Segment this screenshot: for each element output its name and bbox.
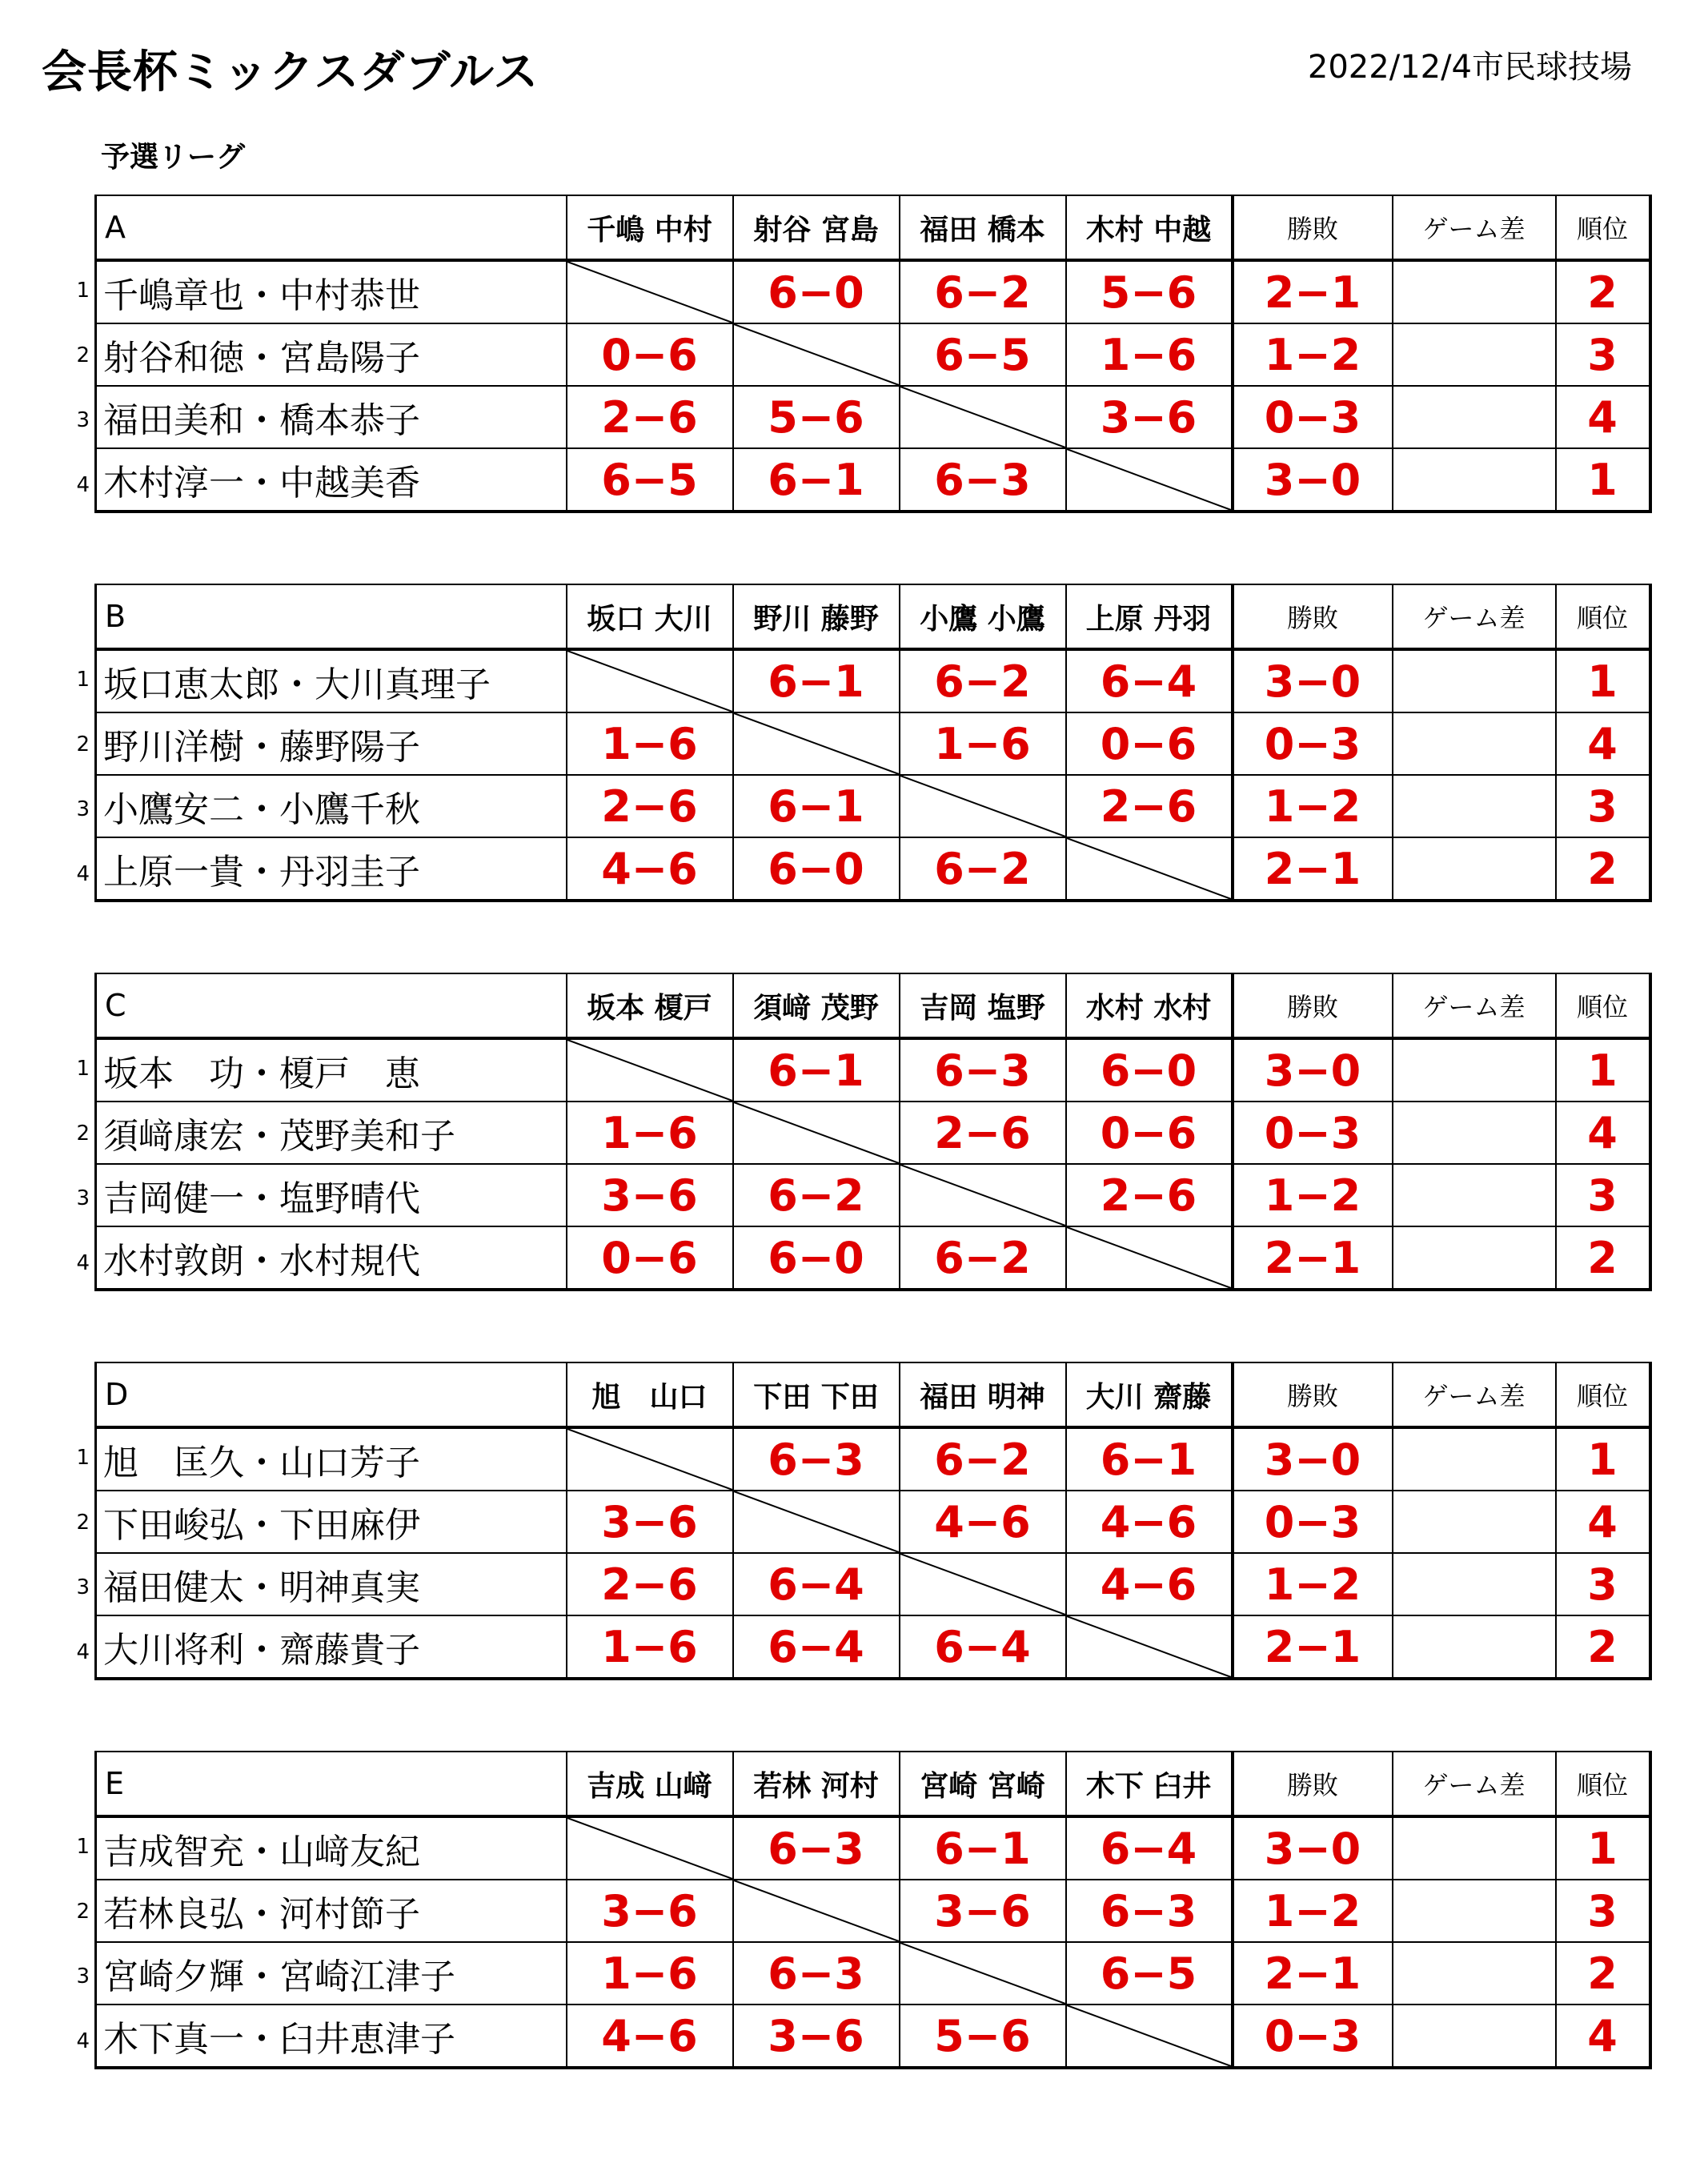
self-match-cell	[733, 1491, 900, 1553]
match-score: 4−6	[900, 1491, 1066, 1553]
game-diff-value	[1393, 1226, 1556, 1290]
rank-header: 順位	[1556, 584, 1650, 649]
pair-name: 木下真一・臼井恵津子	[96, 2004, 567, 2068]
game-diff-value	[1393, 1491, 1556, 1553]
table-row	[96, 386, 1650, 448]
winloss-header: 勝敗	[1233, 584, 1393, 649]
pair-name: 大川将利・齋藤貴子	[96, 1615, 567, 1679]
match-score: 2−6	[567, 386, 733, 448]
opponent-header: 坂口 大川	[567, 584, 733, 649]
winloss-value: 3−0	[1233, 1038, 1393, 1102]
diagonal-line	[1067, 1616, 1231, 1677]
match-score: 6−2	[900, 1427, 1066, 1491]
rank-value: 1	[1556, 1427, 1650, 1491]
game-diff-value	[1393, 1102, 1556, 1164]
match-score: 1−6	[900, 712, 1066, 775]
league-table	[94, 973, 1652, 1291]
diagonal-line	[1067, 2005, 1231, 2066]
diagonal-line	[900, 1165, 1065, 1226]
pair-name: 坂口恵太郎・大川真理子	[96, 649, 567, 712]
row-number: 4	[76, 1251, 90, 1275]
row-number: 3	[76, 1575, 90, 1599]
match-score: 6−2	[900, 1226, 1066, 1290]
match-score: 6−1	[900, 1816, 1066, 1880]
row-number: 3	[76, 408, 90, 432]
table-row	[96, 1553, 1650, 1615]
match-score: 6−1	[733, 649, 900, 712]
pair-name: 木村淳一・中越美香	[96, 448, 567, 512]
table-row	[96, 1102, 1650, 1164]
game-diff-value	[1393, 1615, 1556, 1679]
game-diff-value	[1393, 386, 1556, 448]
league-group-1	[72, 584, 1649, 908]
match-score: 6−0	[733, 837, 900, 901]
winloss-value: 1−2	[1233, 1880, 1393, 1942]
diagonal-line	[734, 1491, 899, 1552]
match-score: 6−3	[733, 1427, 900, 1491]
rank-value: 2	[1556, 260, 1650, 323]
diagonal-line	[734, 713, 899, 774]
group-label: C	[96, 973, 567, 1038]
rank-value: 3	[1556, 1164, 1650, 1226]
winloss-value: 3−0	[1233, 448, 1393, 512]
table-row	[96, 837, 1650, 901]
diagonal-line	[567, 1429, 732, 1490]
table-row	[96, 712, 1650, 775]
winloss-value: 2−1	[1233, 1226, 1393, 1290]
rank-header: 順位	[1556, 1752, 1650, 1816]
match-score: 1−6	[1066, 323, 1233, 386]
match-score: 6−4	[733, 1615, 900, 1679]
pair-name: 吉岡健一・塩野晴代	[96, 1164, 567, 1226]
pair-name: 野川洋樹・藤野陽子	[96, 712, 567, 775]
row-number: 2	[76, 343, 90, 367]
winloss-header: 勝敗	[1233, 1752, 1393, 1816]
match-score: 6−4	[900, 1615, 1066, 1679]
match-score: 1−6	[567, 1102, 733, 1164]
match-score: 6−0	[733, 260, 900, 323]
match-score: 6−1	[733, 775, 900, 837]
group-label: A	[96, 195, 567, 260]
match-score: 6−4	[733, 1553, 900, 1615]
table-row	[96, 1491, 1650, 1553]
self-match-cell	[1066, 448, 1233, 512]
rank-header: 順位	[1556, 1362, 1650, 1427]
match-score: 1−6	[567, 1615, 733, 1679]
row-number: 4	[76, 1640, 90, 1664]
table-row	[96, 775, 1650, 837]
winloss-header: 勝敗	[1233, 1362, 1393, 1427]
opponent-header: 若林 河村	[733, 1752, 900, 1816]
diagonal-line	[567, 651, 732, 712]
match-score: 6−3	[733, 1942, 900, 2004]
winloss-value: 2−1	[1233, 837, 1393, 901]
row-number: 4	[76, 862, 90, 886]
opponent-header: 坂本 榎戸	[567, 973, 733, 1038]
pair-name: 福田健太・明神真実	[96, 1553, 567, 1615]
match-score: 4−6	[567, 837, 733, 901]
opponent-header: 下田 下田	[733, 1362, 900, 1427]
table-row	[96, 1816, 1650, 1880]
opponent-header: 木下 臼井	[1066, 1752, 1233, 1816]
game-diff-header: ゲーム差	[1393, 1362, 1556, 1427]
opponent-header: 木村 中越	[1066, 195, 1233, 260]
match-score: 2−6	[1066, 1164, 1233, 1226]
game-diff-value	[1393, 1816, 1556, 1880]
row-number: 3	[76, 1964, 90, 1988]
rank-value: 3	[1556, 1880, 1650, 1942]
game-diff-value	[1393, 260, 1556, 323]
self-match-cell	[900, 1553, 1066, 1615]
opponent-header: 吉成 山﨑	[567, 1752, 733, 1816]
table-row	[96, 1942, 1650, 2004]
winloss-value: 1−2	[1233, 323, 1393, 386]
winloss-value: 1−2	[1233, 1553, 1393, 1615]
league-table	[94, 1362, 1652, 1680]
opponent-header: 大川 齋藤	[1066, 1362, 1233, 1427]
table-row	[96, 1427, 1650, 1491]
game-diff-header: ゲーム差	[1393, 1752, 1556, 1816]
table-row	[96, 649, 1650, 712]
table-row	[96, 323, 1650, 386]
match-score: 5−6	[1066, 260, 1233, 323]
self-match-cell	[567, 649, 733, 712]
game-diff-value	[1393, 1427, 1556, 1491]
row-number: 3	[76, 1186, 90, 1210]
self-match-cell	[567, 260, 733, 323]
self-match-cell	[733, 1102, 900, 1164]
rank-header: 順位	[1556, 973, 1650, 1038]
diagonal-line	[900, 1554, 1065, 1615]
match-score: 5−6	[900, 2004, 1066, 2068]
opponent-header: 吉岡 塩野	[900, 973, 1066, 1038]
table-row	[96, 1226, 1650, 1290]
match-score: 2−6	[1066, 775, 1233, 837]
match-score: 6−5	[1066, 1942, 1233, 2004]
opponent-header: 須﨑 茂野	[733, 973, 900, 1038]
self-match-cell	[900, 775, 1066, 837]
league-table	[94, 1751, 1652, 2069]
opponent-header: 宮崎 宮崎	[900, 1752, 1066, 1816]
winloss-value: 0−3	[1233, 2004, 1393, 2068]
pair-name: 須﨑康宏・茂野美和子	[96, 1102, 567, 1164]
self-match-cell	[567, 1816, 733, 1880]
diagonal-line	[1067, 1227, 1231, 1288]
winloss-header: 勝敗	[1233, 973, 1393, 1038]
rank-value: 1	[1556, 1816, 1650, 1880]
winloss-value: 3−0	[1233, 1816, 1393, 1880]
winloss-value: 1−2	[1233, 775, 1393, 837]
pair-name: 宮崎夕輝・宮崎江津子	[96, 1942, 567, 2004]
game-diff-header: ゲーム差	[1393, 973, 1556, 1038]
row-number: 2	[76, 732, 90, 756]
game-diff-value	[1393, 1880, 1556, 1942]
game-diff-value	[1393, 1553, 1556, 1615]
rank-value: 4	[1556, 1491, 1650, 1553]
rank-value: 4	[1556, 1102, 1650, 1164]
opponent-header: 旭 山口	[567, 1362, 733, 1427]
match-score: 6−2	[900, 837, 1066, 901]
match-score: 6−4	[1066, 649, 1233, 712]
rank-value: 4	[1556, 386, 1650, 448]
match-score: 3−6	[900, 1880, 1066, 1942]
table-row	[96, 448, 1650, 512]
pair-name: 若林良弘・河村節子	[96, 1880, 567, 1942]
game-diff-value	[1393, 448, 1556, 512]
match-score: 1−6	[567, 712, 733, 775]
diagonal-line	[900, 776, 1065, 837]
match-score: 6−2	[900, 260, 1066, 323]
opponent-header: 千嶋 中村	[567, 195, 733, 260]
winloss-value: 0−3	[1233, 712, 1393, 775]
rank-value: 2	[1556, 1942, 1650, 2004]
match-score: 0−6	[1066, 712, 1233, 775]
pair-name: 福田美和・橋本恭子	[96, 386, 567, 448]
section-subtitle: 予選リーグ	[101, 141, 246, 174]
opponent-header: 上原 丹羽	[1066, 584, 1233, 649]
match-score: 2−6	[567, 775, 733, 837]
league-group-0	[72, 195, 1649, 519]
diagonal-line	[567, 1040, 732, 1101]
diagonal-line	[900, 1943, 1065, 2004]
winloss-header: 勝敗	[1233, 195, 1393, 260]
pair-name: 小鷹安二・小鷹千秋	[96, 775, 567, 837]
page-title: 会長杯ミックスダブルス	[42, 46, 539, 98]
group-label: D	[96, 1362, 567, 1427]
pair-name: 水村敦朗・水村規代	[96, 1226, 567, 1290]
match-score: 0−6	[1066, 1102, 1233, 1164]
rank-value: 4	[1556, 2004, 1650, 2068]
winloss-value: 0−3	[1233, 1491, 1393, 1553]
diagonal-line	[1067, 838, 1231, 899]
table-row	[96, 2004, 1650, 2068]
league-group-3	[72, 1362, 1649, 1686]
self-match-cell	[733, 1880, 900, 1942]
match-score: 6−1	[733, 1038, 900, 1102]
self-match-cell	[733, 323, 900, 386]
row-number: 4	[76, 473, 90, 497]
opponent-header: 水村 水村	[1066, 973, 1233, 1038]
match-score: 3−6	[567, 1491, 733, 1553]
diagonal-line	[734, 324, 899, 385]
rank-value: 2	[1556, 1226, 1650, 1290]
winloss-value: 0−3	[1233, 386, 1393, 448]
self-match-cell	[900, 1942, 1066, 2004]
match-score: 6−1	[733, 448, 900, 512]
diagonal-line	[567, 262, 732, 323]
row-number: 1	[76, 1057, 90, 1081]
opponent-header: 小鷹 小鷹	[900, 584, 1066, 649]
match-score: 5−6	[733, 386, 900, 448]
rank-value: 3	[1556, 323, 1650, 386]
table-row	[96, 260, 1650, 323]
match-score: 6−3	[900, 1038, 1066, 1102]
pair-name: 旭 匡久・山口芳子	[96, 1427, 567, 1491]
group-label: B	[96, 584, 567, 649]
self-match-cell	[1066, 1226, 1233, 1290]
row-number: 4	[76, 2029, 90, 2053]
winloss-value: 1−2	[1233, 1164, 1393, 1226]
match-score: 3−6	[1066, 386, 1233, 448]
opponent-header: 野川 藤野	[733, 584, 900, 649]
match-score: 4−6	[1066, 1491, 1233, 1553]
rank-value: 2	[1556, 1615, 1650, 1679]
self-match-cell	[567, 1038, 733, 1102]
winloss-value: 2−1	[1233, 1942, 1393, 2004]
match-score: 2−6	[900, 1102, 1066, 1164]
winloss-value: 3−0	[1233, 649, 1393, 712]
pair-name: 坂本 功・榎戸 恵	[96, 1038, 567, 1102]
game-diff-value	[1393, 2004, 1556, 2068]
rank-value: 1	[1556, 649, 1650, 712]
row-number: 2	[76, 1900, 90, 1924]
winloss-value: 0−3	[1233, 1102, 1393, 1164]
self-match-cell	[1066, 2004, 1233, 2068]
diagonal-line	[1067, 449, 1231, 510]
diagonal-line	[734, 1880, 899, 1941]
match-score: 6−3	[733, 1816, 900, 1880]
match-score: 6−3	[900, 448, 1066, 512]
match-score: 4−6	[1066, 1553, 1233, 1615]
table-row	[96, 1038, 1650, 1102]
match-score: 6−5	[567, 448, 733, 512]
row-number: 1	[76, 668, 90, 692]
self-match-cell	[900, 386, 1066, 448]
match-score: 0−6	[567, 1226, 733, 1290]
match-score: 2−6	[567, 1553, 733, 1615]
table-row	[96, 1164, 1650, 1226]
match-score: 6−2	[900, 649, 1066, 712]
row-number: 1	[76, 279, 90, 303]
group-label: E	[96, 1752, 567, 1816]
pair-name: 上原一貴・丹羽圭子	[96, 837, 567, 901]
rank-value: 3	[1556, 1553, 1650, 1615]
rank-value: 3	[1556, 775, 1650, 837]
self-match-cell	[567, 1427, 733, 1491]
row-number: 3	[76, 797, 90, 821]
row-number: 2	[76, 1511, 90, 1535]
match-score: 3−6	[567, 1164, 733, 1226]
match-score: 6−0	[1066, 1038, 1233, 1102]
pair-name: 千嶋章也・中村恭世	[96, 260, 567, 323]
winloss-value: 2−1	[1233, 260, 1393, 323]
self-match-cell	[1066, 837, 1233, 901]
league-group-4	[72, 1751, 1649, 2075]
pair-name: 吉成智充・山﨑友紀	[96, 1816, 567, 1880]
match-score: 6−1	[1066, 1427, 1233, 1491]
rank-value: 1	[1556, 1038, 1650, 1102]
opponent-header: 福田 明神	[900, 1362, 1066, 1427]
diagonal-line	[567, 1818, 732, 1879]
match-score: 6−5	[900, 323, 1066, 386]
row-number: 1	[76, 1835, 90, 1859]
winloss-value: 2−1	[1233, 1615, 1393, 1679]
table-row	[96, 1880, 1650, 1942]
rank-value: 1	[1556, 448, 1650, 512]
league-table	[94, 195, 1652, 513]
game-diff-value	[1393, 712, 1556, 775]
opponent-header: 射谷 宮島	[733, 195, 900, 260]
pair-name: 下田峻弘・下田麻伊	[96, 1491, 567, 1553]
game-diff-value	[1393, 649, 1556, 712]
self-match-cell	[733, 712, 900, 775]
self-match-cell	[1066, 1615, 1233, 1679]
match-score: 6−0	[733, 1226, 900, 1290]
rank-value: 4	[1556, 712, 1650, 775]
row-number: 1	[76, 1446, 90, 1470]
game-diff-value	[1393, 1038, 1556, 1102]
match-score: 4−6	[567, 2004, 733, 2068]
event-date-venue: 2022/12/4市民球技場	[1307, 49, 1632, 86]
match-score: 0−6	[567, 323, 733, 386]
game-diff-value	[1393, 323, 1556, 386]
league-table	[94, 584, 1652, 902]
pair-name: 射谷和徳・宮島陽子	[96, 323, 567, 386]
match-score: 6−3	[1066, 1880, 1233, 1942]
match-score: 3−6	[567, 1880, 733, 1942]
diagonal-line	[734, 1102, 899, 1163]
game-diff-value	[1393, 1164, 1556, 1226]
game-diff-value	[1393, 837, 1556, 901]
diagonal-line	[900, 387, 1065, 447]
self-match-cell	[900, 1164, 1066, 1226]
match-score: 6−2	[733, 1164, 900, 1226]
league-group-2	[72, 973, 1649, 1297]
winloss-value: 3−0	[1233, 1427, 1393, 1491]
match-score: 1−6	[567, 1942, 733, 2004]
game-diff-header: ゲーム差	[1393, 195, 1556, 260]
opponent-header: 福田 橋本	[900, 195, 1066, 260]
rank-header: 順位	[1556, 195, 1650, 260]
game-diff-value	[1393, 775, 1556, 837]
game-diff-header: ゲーム差	[1393, 584, 1556, 649]
row-number: 2	[76, 1122, 90, 1146]
match-score: 6−4	[1066, 1816, 1233, 1880]
rank-value: 2	[1556, 837, 1650, 901]
match-score: 3−6	[733, 2004, 900, 2068]
table-row	[96, 1615, 1650, 1679]
game-diff-value	[1393, 1942, 1556, 2004]
